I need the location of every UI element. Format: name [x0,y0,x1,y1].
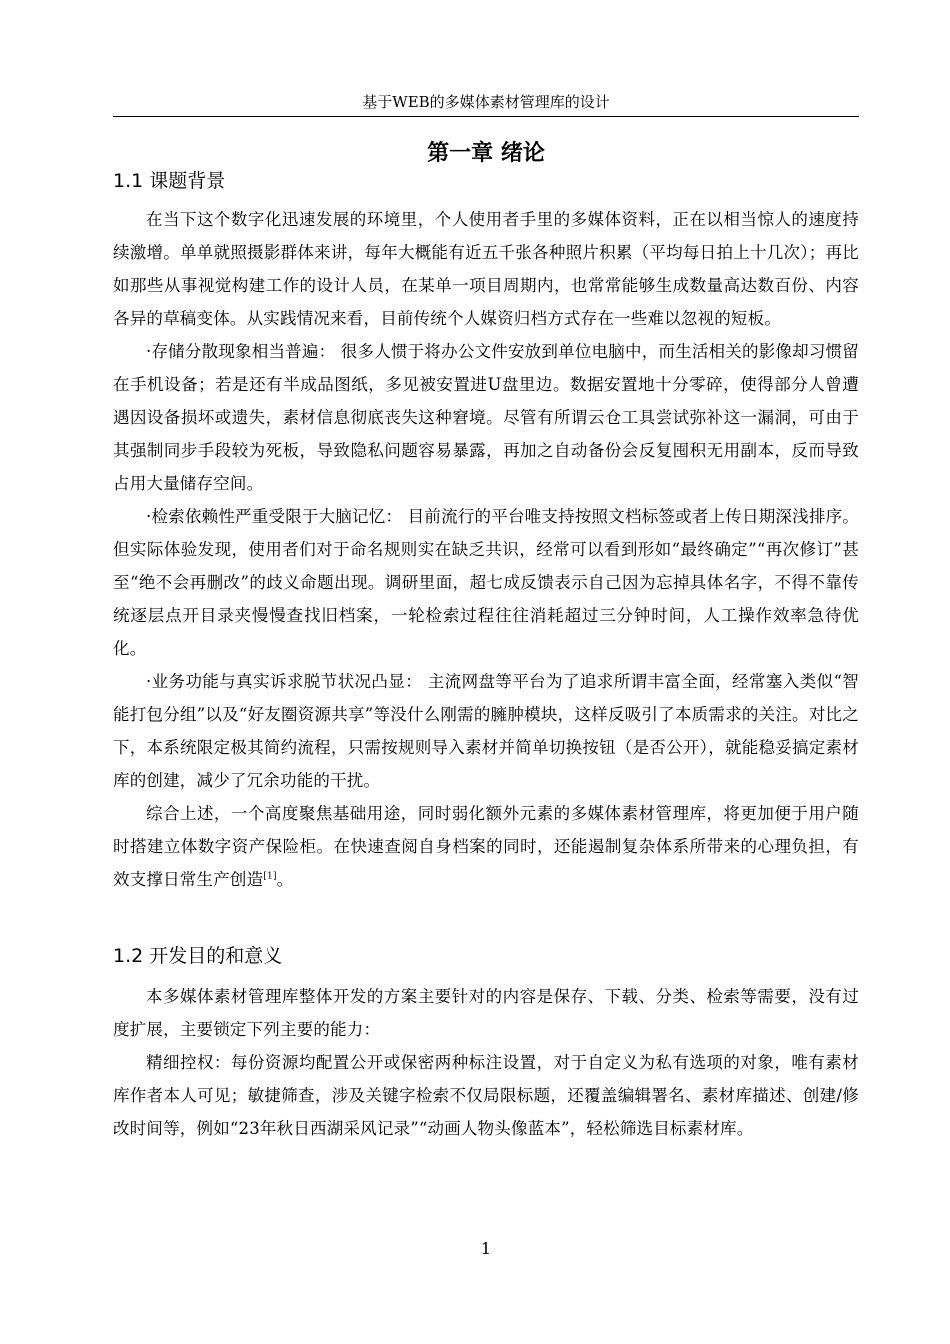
section-1-1-body [113,203,859,896]
paragraph-intro: 在当下这个数字化迅速发展的环境里，个人使用者手里的多媒体资料，正在以相当惊人的速度持续激增。单单就照摄影群体来讲，每年大概能有近五千张各种照片积累（平均每日拍上十几次）；再比如那些从事视觉构建工作的设计人员，在某单一项目周期内，也常常能够生成数量高达数百份、内容各异的草稿变体。从实践情况来看，目前传统个人媒资归档方式存在一些难以忽视的短板。 [113,210,859,328]
section-heading-1-2: 1.2 开发目的和意义 [113,945,283,967]
paragraph-feature-mismatch: ·业务功能与真实诉求脱节状况凸显： 主流网盘等平台为了追求所谓丰富全面，经常塞入类似“智能打包分组”以及“好友圈资源共享”等没什么刚需的臃肿模块，这样反吸引了本质需求的关注。对比之下，本系统限定极其简约流程，只需按规则导入素材并简单切换按钮（是否公开），就能稳妥搞定素材库的创建，减少了冗余功能的干扰。 [113,672,859,790]
paragraph-scope: 本多媒体素材管理库整体开发的方案主要针对的内容是保存、下载、分类、检索等需要，没有过度扩展，主要锁定下列主要的能力： [113,987,859,1039]
summary-period: 。 [276,870,294,889]
section-heading-1-1: 1.1 课题背景 [113,170,226,192]
paragraph-search-memory: ·检索依赖性严重受限于大脑记忆： 目前流行的平台唯支持按照文档标签或者上传日期深浅排序。但实际体验发现，使用者们对于命名规则实在缺乏共识，经常可以看到形如“最终确定”“再次修订”甚至“绝不会再删改”的歧义命题出现。调研里面，超七成反馈表示自己因为忘掉具体名字，不得不靠传统逐层点开目录夹慢慢查找旧档案，一轮检索过程往往消耗超过三分钟时间，人工操作效率急待优化。 [113,507,859,658]
paragraph-summary [113,797,859,896]
running-header: 基于WEB的多媒体素材管理库的设计 [362,93,610,111]
chapter-title: 第一章 绪论 [427,141,545,166]
page-number: 1 [480,1239,492,1258]
paragraph-access-control: 精细控权：每份资源均配置公开或保密两种标注设置，对于自定义为私有选项的对象，唯有素材库作者本人可见；敏捷筛查，涉及关键字检索不仅局限标题，还覆盖编辑署名、素材库描述、创建/修改时间等，例如“23年秋日西湖采风记录”“动画人物头像蓝本”，轻松筛选目标素材库。 [113,1053,859,1138]
summary-text: 综合上述，一个高度聚焦基础用途，同时弱化额外元素的多媒体素材管理库，将更加便于用户随时搭建立体数字资产保险柜。在快速查阅自身档案的同时，还能遏制复杂体系所带来的心理负担，有效支撑日常生产创造 [113,804,859,889]
section-1-2-body [113,980,859,1145]
header-rule [113,116,859,117]
citation-reference: [1] [263,871,277,882]
paragraph-storage-scattered: ·存储分散现象相当普遍： 很多人惯于将办公文件安放到单位电脑中，而生活相关的影像却习惯留在手机设备；若是还有半成品图纸，多见被安置进U盘里边。数据安置地十分零碎，使得部分人曾遭遇因设备损坏或遗失，素材信息彻底丧失这种窘境。尽管有所谓云仓工具尝试弥补这一漏洞，可由于其强制同步手段较为死板，导致隐私问题容易暴露，再加之自动备份会反复囤积无用副本，反而导致占用大量储存空间。 [113,342,859,493]
